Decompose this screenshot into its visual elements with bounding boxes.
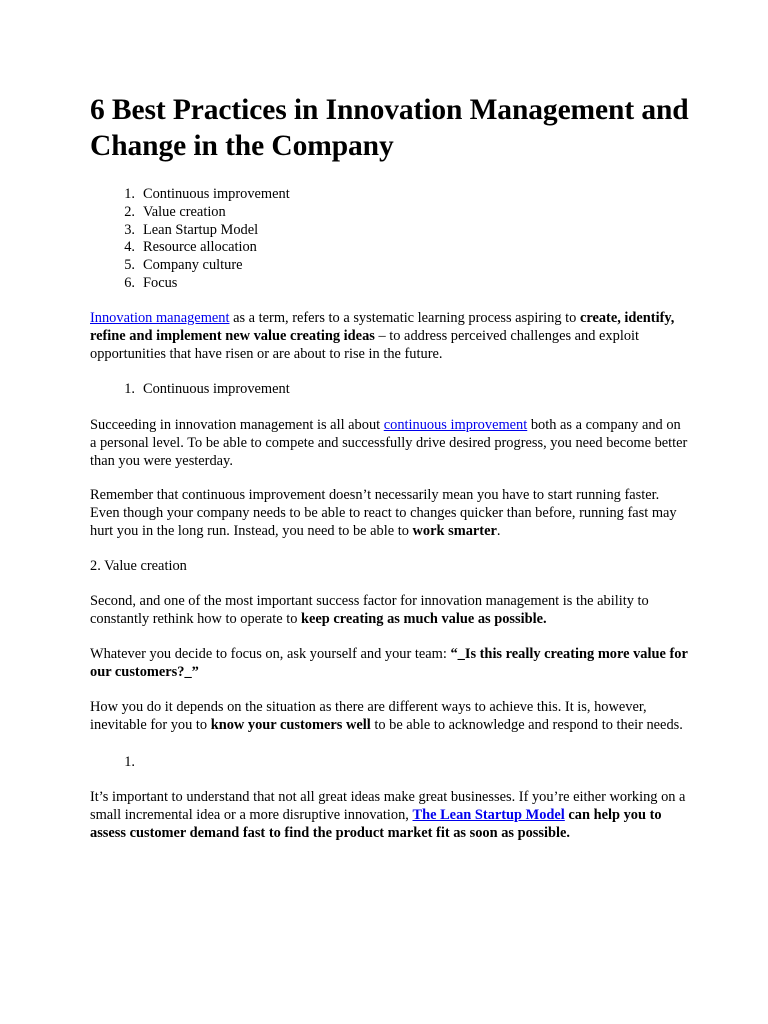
- section1-title: Continuous improvement: [143, 380, 290, 397]
- section2-paragraph-1: [90, 592, 690, 628]
- toc-item-label: Focus: [143, 274, 178, 291]
- section1-p2-text-1: Remember that continuous improvement doesn’t necessarily mean you have to start running faster. Even though your company needs to be able to react to changes quicker than before, running fast may hurt you in the long run. Instead, you need to be able to: [90, 486, 677, 539]
- section1-heading: [90, 380, 690, 398]
- section1-paragraph-1: [90, 416, 690, 470]
- section2-p3-text-2: to be able to acknowledge and respond to their needs.: [370, 716, 683, 733]
- section1-number: 1.: [124, 380, 135, 397]
- section3-paragraph-1: [90, 788, 690, 842]
- toc-item: [90, 238, 690, 256]
- toc-item-label: Continuous improvement: [143, 186, 290, 202]
- toc-item-label: Resource allocation: [143, 239, 257, 256]
- work-smarter-bold: work smarter: [412, 522, 497, 539]
- toc-item: [90, 274, 690, 292]
- intro-text-2: – to address perceived challenges and exploit opportunities that have risen or are about to rise in the future.: [90, 327, 640, 362]
- continuous-improvement-link[interactable]: continuous improvement: [383, 416, 528, 433]
- section3-number: 1.: [124, 753, 135, 770]
- section2-p2-bold-quote: “_Is this really creating more value for our customers?_”: [90, 645, 688, 680]
- lean-startup-model-link[interactable]: The Lean Startup Model: [412, 806, 565, 823]
- toc-item: [90, 221, 690, 239]
- section3-p1-text-1: It’s important to understand that not all great ideas make great businesses. If you’re either working on a small incremental idea or a more disruptive innovation,: [90, 788, 686, 823]
- section3-p1-bold: can help you to assess customer demand fast to find the product market fit as soon as possible.: [90, 806, 662, 841]
- section2-paragraph-2: [90, 645, 690, 681]
- intro-paragraph: [90, 309, 690, 363]
- section2-p3-text-1: How you do it depends on the situation as there are different ways to achieve this. It is, however, inevitable for you to: [90, 698, 647, 733]
- toc-item-number: 4.: [124, 239, 135, 256]
- toc-item-number: 3.: [124, 221, 135, 238]
- intro-text-1: as a term, refers to a systematic learning process aspiring to: [229, 309, 580, 326]
- section2-paragraph-3: [90, 698, 690, 734]
- document-page: [90, 92, 690, 842]
- toc-item-number: 6.: [124, 274, 135, 291]
- section2-p3-bold: know your customers well: [210, 716, 371, 733]
- section3-heading: [90, 753, 690, 771]
- toc-item-number: 5.: [124, 257, 135, 274]
- section2-heading: 2. Value creation: [90, 557, 187, 574]
- table-of-contents: [90, 185, 690, 292]
- section1-p1-text-1: Succeeding in innovation management is all about: [90, 416, 384, 433]
- toc-item-label: Value creation: [143, 203, 226, 220]
- section1-p1-text-2: both as a company and on a personal level. To be able to compete and successfully drive desired progress, you need become better than you were yesterday.: [90, 416, 688, 469]
- intro-bold: create, identify, refine and implement new value creating ideas: [90, 309, 675, 344]
- innovation-management-link[interactable]: Innovation management: [90, 309, 230, 326]
- toc-item-number: 2.: [124, 203, 135, 220]
- toc-item-label: Lean Startup Model: [143, 221, 259, 238]
- toc-item: [90, 203, 690, 221]
- section2-p2-text-1: Whatever you decide to focus on, ask yourself and your team:: [90, 645, 451, 662]
- toc-item-number: 1.: [124, 186, 135, 202]
- section2-p1-bold: keep creating as much value as possible.: [301, 610, 547, 627]
- section1-paragraph-2: [90, 486, 690, 540]
- toc-item: [90, 256, 690, 274]
- toc-item-label: Company culture: [143, 257, 243, 274]
- toc-item: [90, 185, 690, 203]
- section1-p2-text-2: .: [496, 522, 501, 539]
- document-title: 6 Best Practices in Innovation Management and Change in the Company: [90, 94, 689, 162]
- section2-p1-text-1: Second, and one of the most important success factor for innovation management is the ability to constantly rethink how to operate to: [90, 592, 649, 627]
